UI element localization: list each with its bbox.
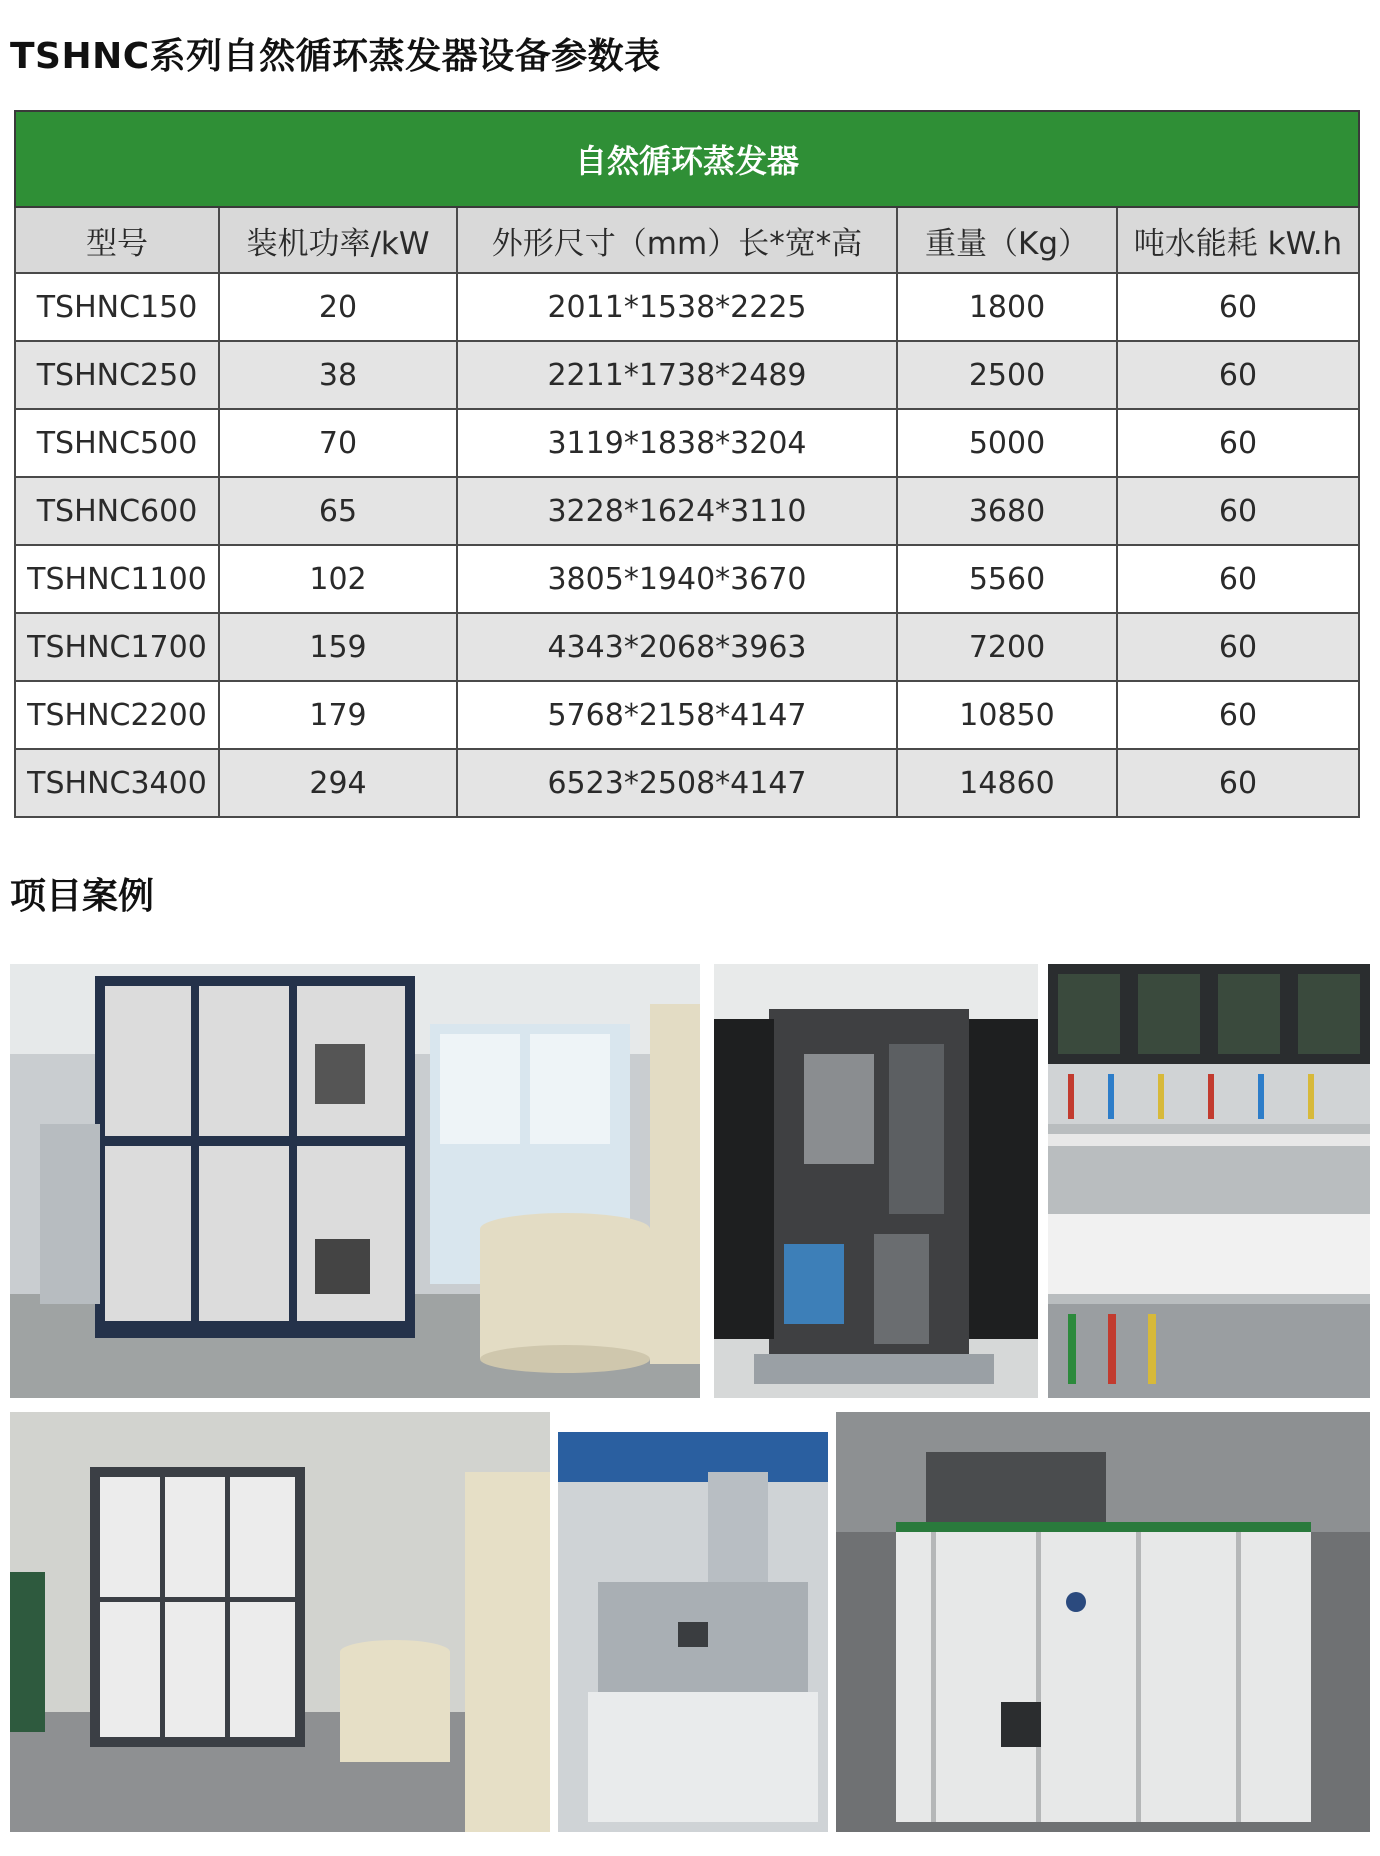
table-row: [15, 273, 1359, 341]
table-row: [15, 341, 1359, 409]
cell-dimensions: 5768*2158*4147: [457, 681, 897, 749]
cell-energy: 60: [1117, 409, 1359, 477]
cell-power: 65: [219, 477, 457, 545]
table-row: [15, 749, 1359, 817]
table-row: [15, 409, 1359, 477]
cell-power: 159: [219, 613, 457, 681]
cell-model: TSHNC150: [15, 273, 219, 341]
cell-energy: 60: [1117, 341, 1359, 409]
cell-weight: 3680: [897, 477, 1117, 545]
project-photo-evaporator-cabinet: [10, 964, 700, 1398]
cell-weight: 14860: [897, 749, 1117, 817]
cell-weight: 5000: [897, 409, 1117, 477]
cell-power: 70: [219, 409, 457, 477]
table-row: [15, 681, 1359, 749]
header-power: 装机功率/kW: [219, 207, 457, 273]
cell-weight: 5560: [897, 545, 1117, 613]
table-row: [15, 477, 1359, 545]
cell-model: TSHNC600: [15, 477, 219, 545]
cell-energy: 60: [1117, 749, 1359, 817]
cell-energy: 60: [1117, 545, 1359, 613]
project-photo-control-panel: [1048, 964, 1370, 1398]
cell-model: TSHNC250: [15, 341, 219, 409]
cell-weight: 7200: [897, 613, 1117, 681]
cell-model: TSHNC2200: [15, 681, 219, 749]
cell-energy: 60: [1117, 477, 1359, 545]
cell-dimensions: 4343*2068*3963: [457, 613, 897, 681]
project-photo-stainless-evaporator: [558, 1412, 828, 1832]
header-model: 型号: [15, 207, 219, 273]
cell-power: 294: [219, 749, 457, 817]
cell-power: 179: [219, 681, 457, 749]
cell-dimensions: 2211*1738*2489: [457, 341, 897, 409]
project-photo-evaporator-interior: [714, 964, 1038, 1398]
table-header-row: [15, 207, 1359, 273]
cell-energy: 60: [1117, 613, 1359, 681]
section-title: 项目案例: [10, 876, 155, 917]
cell-dimensions: 6523*2508*4147: [457, 749, 897, 817]
project-photo-logo-unit: [836, 1412, 1370, 1832]
header-energy: 吨水能耗 kW.h: [1117, 207, 1359, 273]
table-banner: 自然循环蒸发器: [15, 111, 1359, 207]
cell-model: TSHNC1100: [15, 545, 219, 613]
cell-power: 102: [219, 545, 457, 613]
page-title: TSHNC系列自然循环蒸发器设备参数表: [10, 36, 661, 77]
cell-power: 38: [219, 341, 457, 409]
cell-model: TSHNC500: [15, 409, 219, 477]
table-row: [15, 613, 1359, 681]
header-weight: 重量（Kg）: [897, 207, 1117, 273]
cell-weight: 10850: [897, 681, 1117, 749]
header-dimensions: 外形尺寸（mm）长*宽*高: [457, 207, 897, 273]
cell-dimensions: 3119*1838*3204: [457, 409, 897, 477]
cell-energy: 60: [1117, 273, 1359, 341]
spec-table: [14, 110, 1360, 818]
cell-weight: 2500: [897, 341, 1117, 409]
cell-dimensions: 2011*1538*2225: [457, 273, 897, 341]
cell-weight: 1800: [897, 273, 1117, 341]
table-row: [15, 545, 1359, 613]
cell-energy: 60: [1117, 681, 1359, 749]
cell-power: 20: [219, 273, 457, 341]
cell-dimensions: 3805*1940*3670: [457, 545, 897, 613]
cell-dimensions: 3228*1624*3110: [457, 477, 897, 545]
cell-model: TSHNC3400: [15, 749, 219, 817]
project-photo-white-unit: [10, 1412, 550, 1832]
cell-model: TSHNC1700: [15, 613, 219, 681]
